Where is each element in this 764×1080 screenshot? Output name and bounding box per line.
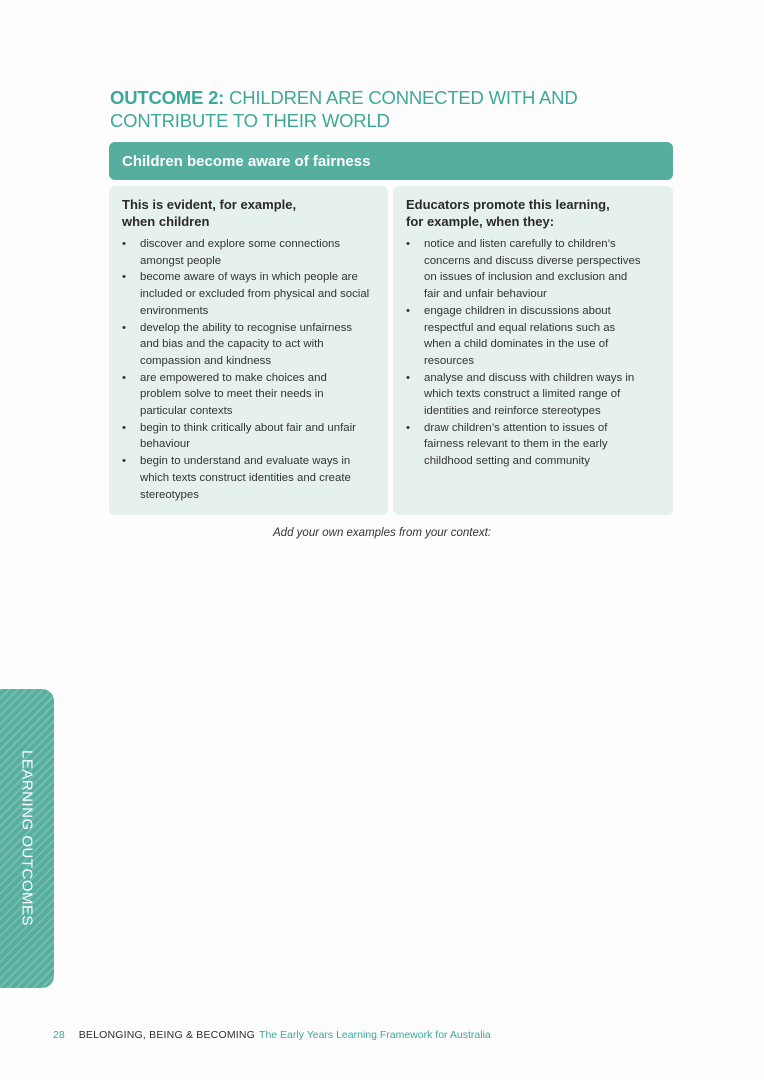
book-subtitle: The Early Years Learning Framework for Australia	[259, 1029, 491, 1041]
educator-item-line: analyse and discuss with children ways in	[424, 371, 635, 384]
educator-item-line: when a child dominates in the use of	[424, 338, 609, 351]
page-footer	[53, 1029, 491, 1041]
evidence-panel-title	[122, 196, 376, 230]
bullet-icon: •	[122, 371, 126, 384]
evidence-item	[122, 453, 376, 503]
educator-item-line: notice and listen carefully to children’s	[424, 238, 616, 250]
evidence-title-line2: when children	[122, 214, 210, 229]
page-number: 28	[53, 1029, 65, 1041]
educator-item-line: fairness relevant to them in the early	[424, 438, 608, 451]
educator-item-line: engage children in discussions about	[424, 304, 611, 317]
bullet-icon: •	[122, 271, 126, 284]
add-examples-prompt: Add your own examples from your context:	[273, 527, 491, 539]
evidence-item-line: particular contexts	[140, 405, 233, 418]
evidence-item	[122, 269, 376, 319]
evidence-item-line: develop the ability to recognise unfairness	[140, 321, 353, 334]
educator-item-line: concerns and discuss diverse perspectives	[424, 254, 641, 267]
educator-item-line: on issues of inclusion and exclusion and	[424, 271, 628, 284]
banner-title: Children become aware of fairness	[122, 152, 371, 170]
educator-item	[406, 236, 661, 303]
outcome-heading	[110, 86, 670, 132]
evidence-item-line: and bias and the capacity to act with	[140, 338, 324, 351]
bullet-icon: •	[406, 304, 410, 317]
evidence-item-line: included or excluded from physical and social	[140, 288, 370, 301]
evidence-item-line: become aware of ways in which people are	[140, 271, 358, 284]
evidence-title-line1: This is evident, for example,	[122, 197, 297, 212]
evidence-item	[122, 236, 376, 269]
section-banner	[109, 142, 673, 180]
evidence-item-line: behaviour	[140, 438, 191, 451]
evidence-item	[122, 420, 376, 453]
outcome-title-line2: CONTRIBUTE TO THEIR WORLD	[110, 110, 390, 131]
educator-item-line: fair and unfair behaviour	[424, 288, 547, 301]
book-title: BELONGING, BEING & BECOMING	[78, 1029, 256, 1041]
evidence-panel	[109, 186, 388, 515]
educator-item-line: childhood setting and community	[424, 455, 590, 468]
evidence-item-line: problem solve to meet their needs in	[140, 388, 324, 401]
educator-title-line2: for example, when they:	[406, 214, 555, 229]
bullet-icon: •	[122, 321, 126, 334]
educator-panel	[393, 186, 673, 515]
evidence-item	[122, 320, 376, 370]
educator-item-line: draw children’s attention to issues of	[424, 421, 608, 434]
side-tab-label: LEARNING OUTCOMES	[18, 749, 36, 927]
bullet-icon: •	[122, 421, 126, 434]
educator-item-line: respectful and equal relations such as	[424, 321, 616, 334]
bullet-icon: •	[406, 238, 410, 250]
evidence-item-line: which texts construct identities and create	[140, 471, 351, 484]
evidence-item	[122, 370, 376, 420]
outcome-title-line1: CHILDREN ARE CONNECTED WITH AND	[224, 87, 578, 108]
bullet-icon: •	[122, 455, 126, 468]
educator-item	[406, 420, 661, 470]
evidence-item-line: begin to understand and evaluate ways in	[140, 455, 351, 468]
evidence-item-line: amongst people	[140, 254, 222, 267]
educator-title-line1: Educators promote this learning,	[406, 197, 610, 212]
bullet-icon: •	[406, 371, 410, 384]
evidence-item-line: are empowered to make choices and	[140, 371, 327, 384]
evidence-item-line: begin to think critically about fair and unfair	[140, 421, 356, 434]
bullet-icon: •	[122, 238, 126, 250]
educator-item-line: which texts construct a limited range of	[424, 388, 621, 401]
educator-item	[406, 303, 661, 370]
educator-panel-title	[406, 196, 661, 230]
educator-item	[406, 370, 661, 420]
bullet-icon: •	[406, 421, 410, 434]
educator-item-line: resources	[424, 354, 475, 367]
evidence-list	[122, 236, 376, 503]
evidence-item-line: environments	[140, 304, 209, 317]
evidence-item-line: compassion and kindness	[140, 354, 272, 367]
educator-list	[406, 236, 661, 470]
outcome-label: OUTCOME 2:	[110, 87, 225, 108]
evidence-item-line: stereotypes	[140, 488, 199, 501]
evidence-item-line: discover and explore some connections	[140, 238, 341, 250]
educator-item-line: identities and reinforce stereotypes	[424, 405, 601, 418]
